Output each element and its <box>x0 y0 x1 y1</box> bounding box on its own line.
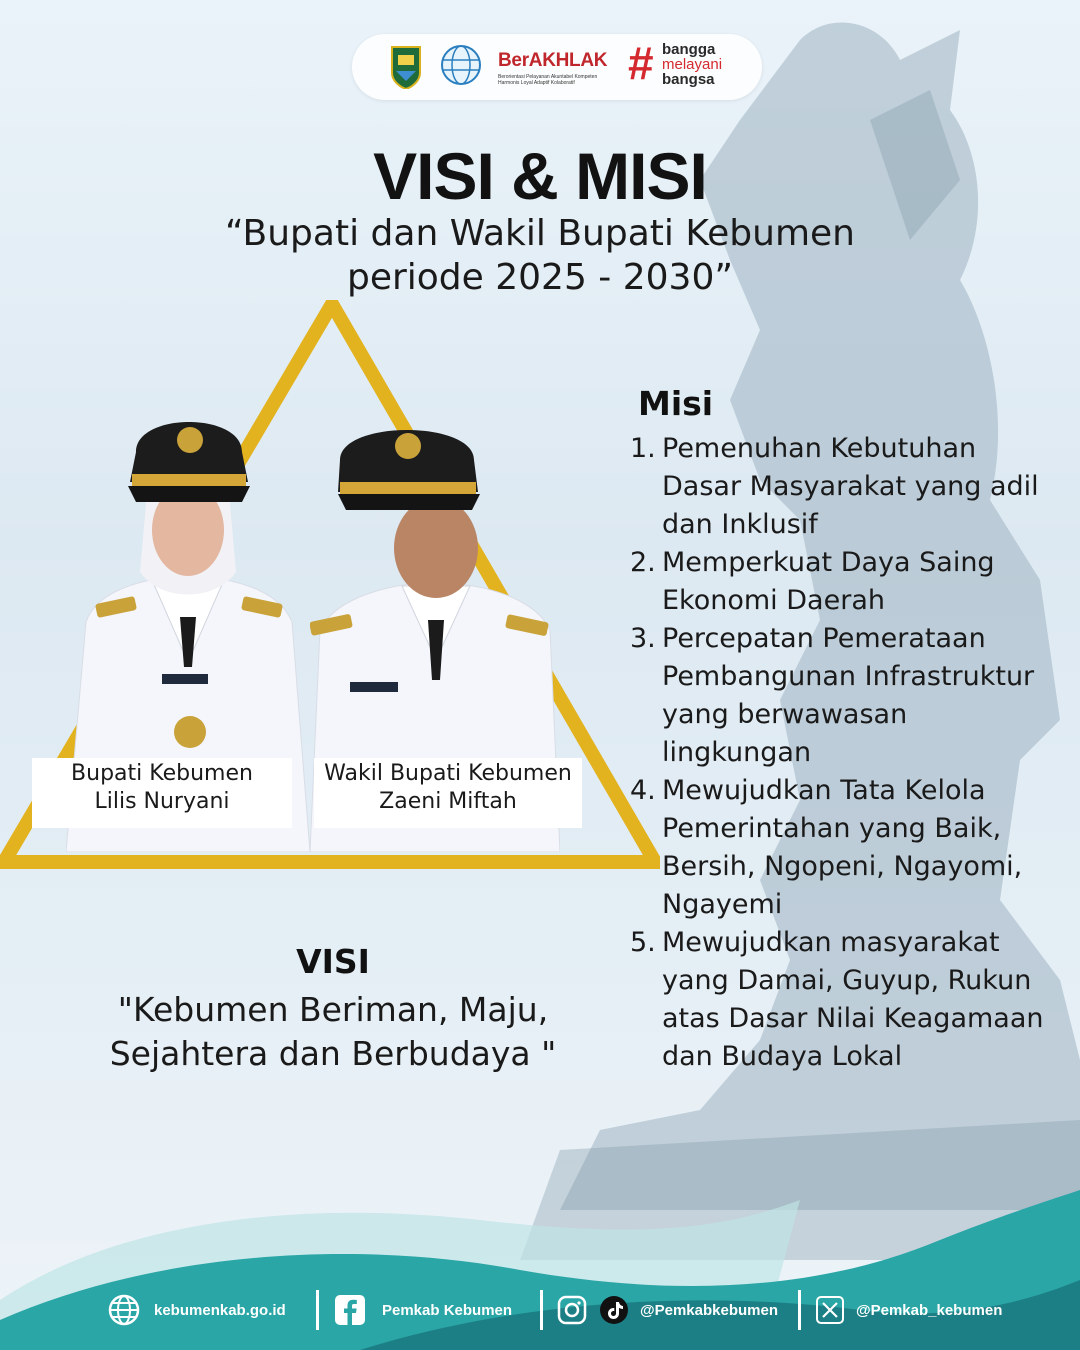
x-twitter-icon <box>814 1294 846 1326</box>
logo-bar <box>352 34 762 100</box>
list-number: 1. <box>630 433 656 464</box>
instagram-tiktok-handle[interactable]: @Pemkabkebumen <box>640 1301 779 1319</box>
visi-line-2: Sejahtera dan Berbudaya " <box>109 1034 557 1073</box>
list-text: Mewujudkan Tata Kelola Pemerintahan yang Baik, Bersih, Ngopeni, Ngayomi, Ngayemi <box>662 775 1023 920</box>
footer-divider <box>316 1290 319 1330</box>
bangga-melayani-bangsa-logo <box>662 42 722 87</box>
role-label: Wakil Bupati Kebumen <box>324 761 572 786</box>
person-name: Lilis Nuryani <box>94 789 230 814</box>
list-text: Memperkuat Daya Saing Ekonomi Daerah <box>662 547 995 616</box>
misi-list <box>630 430 1060 1076</box>
footer-facebook[interactable] <box>334 1292 512 1328</box>
visi-line-1: "Kebumen Beriman, Maju, <box>117 990 549 1029</box>
list-number: 3. <box>630 623 656 654</box>
list-item <box>630 544 1060 620</box>
footer-divider <box>798 1290 801 1330</box>
list-number: 2. <box>630 547 656 578</box>
x-handle[interactable]: @Pemkab_kebumen <box>856 1301 1003 1319</box>
person-name: Zaeni Miftah <box>379 789 517 814</box>
website-link[interactable]: kebumenkab.go.id <box>154 1301 286 1319</box>
footer-website[interactable] <box>108 1292 286 1328</box>
page-title: VISI & MISI <box>373 139 707 213</box>
kebumen-crest-icon <box>390 43 422 89</box>
instagram-icon <box>556 1294 588 1326</box>
subtitle-line-2: periode 2025 - 2030” <box>346 257 734 298</box>
globe-emblem-icon <box>440 44 482 86</box>
footer-divider <box>540 1290 543 1330</box>
list-number: 4. <box>630 775 656 806</box>
visi-statement <box>0 988 666 1076</box>
visi-heading: VISI <box>296 942 370 981</box>
caption-wakil-bupati <box>314 758 582 828</box>
caption-bupati <box>32 758 292 828</box>
list-text: Percepatan Pemerataan Pembangunan Infrastruktur yang berwawasan lingkungan <box>662 623 1035 768</box>
tiktok-icon <box>598 1294 630 1326</box>
berakhlak-tagline: Berorientasi Pelayanan Akuntabel Kompeten Harmonis Loyal Adaptif Kolaboratif <box>498 74 598 86</box>
bangga-hash-mark: # <box>628 37 654 89</box>
bangsa-line: bangsa <box>662 71 715 88</box>
footer-x[interactable] <box>814 1292 1002 1328</box>
subtitle-line-1: “Bupati dan Wakil Bupati Kebumen <box>225 213 855 254</box>
list-item <box>630 620 1060 772</box>
list-number: 5. <box>630 927 656 958</box>
misi-heading: Misi <box>638 384 714 423</box>
globe-icon <box>108 1294 140 1326</box>
role-label: Bupati Kebumen <box>71 761 253 786</box>
facebook-icon <box>334 1294 366 1326</box>
footer-instagram-tiktok[interactable] <box>556 1292 778 1328</box>
list-text: Pemenuhan Kebutuhan Dasar Masyarakat yang adil dan Inklusif <box>662 433 1039 540</box>
melayani-line: melayani <box>662 56 723 73</box>
berakhlak-logo-text: BerAKHLAK <box>498 50 608 71</box>
list-text: Mewujudkan masyarakat yang Damai, Guyup, Rukun atas Dasar Nilai Keagamaan dan Budaya Lokal <box>662 927 1044 1072</box>
list-item <box>630 430 1060 544</box>
list-item <box>630 772 1060 924</box>
page-subtitle <box>0 212 1080 300</box>
list-item <box>630 924 1060 1076</box>
facebook-link[interactable]: Pemkab Kebumen <box>382 1301 513 1319</box>
bangga-line: bangga <box>662 41 716 58</box>
